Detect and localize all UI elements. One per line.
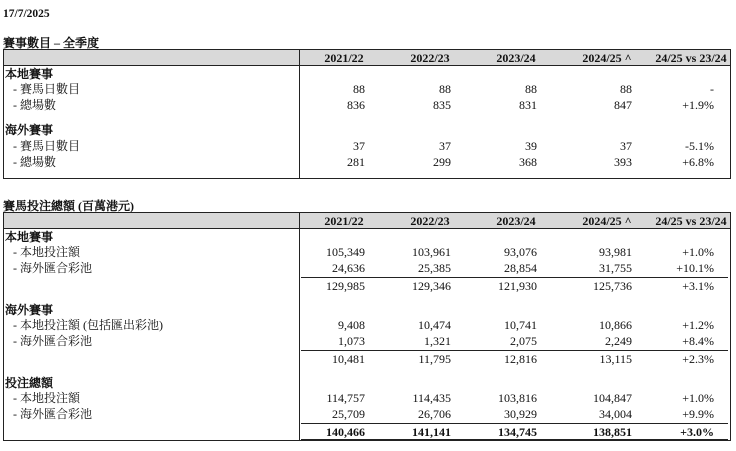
table-cell: 88 bbox=[620, 82, 632, 96]
subtotal-cell: +3.0% bbox=[680, 425, 714, 439]
table-cell: 26,706 bbox=[418, 407, 451, 421]
table-cell: 393 bbox=[614, 155, 632, 169]
report-date: 17/7/2025 bbox=[3, 8, 50, 20]
row-label: - 海外匯合彩池 bbox=[13, 261, 92, 275]
group-heading: 投注總額 bbox=[5, 376, 54, 390]
row-label: - 本地投注額 bbox=[13, 245, 80, 259]
table-cell: 88 bbox=[353, 82, 365, 96]
subtotal-cell: 121,930 bbox=[498, 279, 537, 293]
subtotal-cell: 140,466 bbox=[326, 425, 365, 439]
column-header: 24/25 vs 23/24 bbox=[655, 214, 727, 228]
row-label: - 海外匯合彩池 bbox=[13, 407, 92, 421]
column-header: 24/25 vs 23/24 bbox=[655, 51, 727, 65]
subtotal-cell: 141,141 bbox=[412, 425, 451, 439]
table-cell: +1.2% bbox=[682, 318, 714, 332]
subtotal-cell: +3.1% bbox=[682, 279, 714, 293]
table-cell: 25,385 bbox=[418, 261, 451, 275]
table-cell: 10,741 bbox=[504, 318, 537, 332]
table-cell: 28,854 bbox=[504, 261, 537, 275]
table-cell: 24,636 bbox=[332, 261, 365, 275]
column-header: 2022/23 bbox=[410, 214, 450, 228]
table-cell: 34,004 bbox=[599, 407, 632, 421]
subtotal-cell: 129,985 bbox=[326, 279, 365, 293]
table-cell: 10,866 bbox=[599, 318, 632, 332]
group-heading: 海外賽事 bbox=[5, 123, 54, 137]
table-cell: +10.1% bbox=[676, 261, 714, 275]
column-header: 2024/25 ^ bbox=[582, 214, 632, 228]
column-header: 2022/23 bbox=[410, 51, 450, 65]
table-cell: 37 bbox=[353, 139, 365, 153]
subtotal-cell: 10,481 bbox=[332, 352, 365, 366]
table-cell: 37 bbox=[620, 139, 632, 153]
row-label: - 本地投注額 bbox=[13, 391, 80, 405]
table-cell: - bbox=[710, 82, 714, 96]
table-cell: 104,847 bbox=[593, 391, 632, 405]
table-cell: +6.8% bbox=[682, 155, 714, 169]
subtotal-cell: 12,816 bbox=[504, 352, 537, 366]
column-header: 2024/25 ^ bbox=[582, 51, 632, 65]
table-cell: 299 bbox=[433, 155, 451, 169]
table-cell: 281 bbox=[347, 155, 365, 169]
turnover-table bbox=[3, 212, 731, 441]
row-label: - 本地投注額 (包括匯出彩池) bbox=[13, 318, 163, 332]
table-cell: 114,757 bbox=[326, 391, 365, 405]
table-cell: +9.9% bbox=[682, 407, 714, 421]
group-heading: 本地賽事 bbox=[5, 230, 54, 244]
column-header: 2021/22 bbox=[324, 51, 364, 65]
table-cell: 88 bbox=[525, 82, 537, 96]
subtotal-cell: +2.3% bbox=[682, 352, 714, 366]
section1-title: 賽事數目 – 全季度 bbox=[3, 36, 100, 50]
table-cell: 93,981 bbox=[599, 245, 632, 259]
table-cell: +1.9% bbox=[682, 98, 714, 112]
group-heading: 本地賽事 bbox=[5, 67, 54, 81]
column-header: 2023/24 bbox=[496, 214, 536, 228]
column-header: 2023/24 bbox=[496, 51, 536, 65]
table-cell: 88 bbox=[439, 82, 451, 96]
race-count-table bbox=[3, 49, 731, 179]
subtotal-cell: 125,736 bbox=[593, 279, 632, 293]
group-heading: 海外賽事 bbox=[5, 303, 54, 317]
column-header: 2021/22 bbox=[324, 214, 364, 228]
table-cell: 103,816 bbox=[498, 391, 537, 405]
table-cell: 836 bbox=[347, 98, 365, 112]
table-cell: +8.4% bbox=[682, 334, 714, 348]
table-cell: +1.0% bbox=[682, 391, 714, 405]
table-cell: 847 bbox=[614, 98, 632, 112]
table-cell: 37 bbox=[439, 139, 451, 153]
subtotal-cell: 138,851 bbox=[593, 425, 632, 439]
row-label: - 海外匯合彩池 bbox=[13, 334, 92, 348]
table-cell: 1,073 bbox=[338, 334, 365, 348]
table-cell: 1,321 bbox=[424, 334, 451, 348]
table-cell: 831 bbox=[519, 98, 537, 112]
section2-title: 賽馬投注總額 (百萬港元) bbox=[3, 199, 134, 213]
subtotal-cell: 134,745 bbox=[498, 425, 537, 439]
table-cell: 39 bbox=[525, 139, 537, 153]
row-label: - 總場數 bbox=[13, 155, 56, 169]
table-cell: 2,075 bbox=[510, 334, 537, 348]
table-cell: 31,755 bbox=[599, 261, 632, 275]
subtotal-cell: 11,795 bbox=[418, 352, 451, 366]
table-cell: 30,929 bbox=[504, 407, 537, 421]
subtotal-cell: 13,115 bbox=[599, 352, 632, 366]
row-label: - 賽馬日數目 bbox=[13, 82, 80, 96]
table-cell: 105,349 bbox=[326, 245, 365, 259]
table-cell: 2,249 bbox=[605, 334, 632, 348]
table-cell: 114,435 bbox=[412, 391, 451, 405]
table-cell: 9,408 bbox=[338, 318, 365, 332]
table-cell: 368 bbox=[519, 155, 537, 169]
table-cell: +1.0% bbox=[682, 245, 714, 259]
table-cell: 93,076 bbox=[504, 245, 537, 259]
row-label: - 賽馬日數目 bbox=[13, 139, 80, 153]
row-label: - 總場數 bbox=[13, 98, 56, 112]
subtotal-cell: 129,346 bbox=[412, 279, 451, 293]
table-cell: 10,474 bbox=[418, 318, 451, 332]
table-cell: -5.1% bbox=[685, 139, 714, 153]
table-cell: 103,961 bbox=[412, 245, 451, 259]
table-cell: 25,709 bbox=[332, 407, 365, 421]
table-cell: 835 bbox=[433, 98, 451, 112]
